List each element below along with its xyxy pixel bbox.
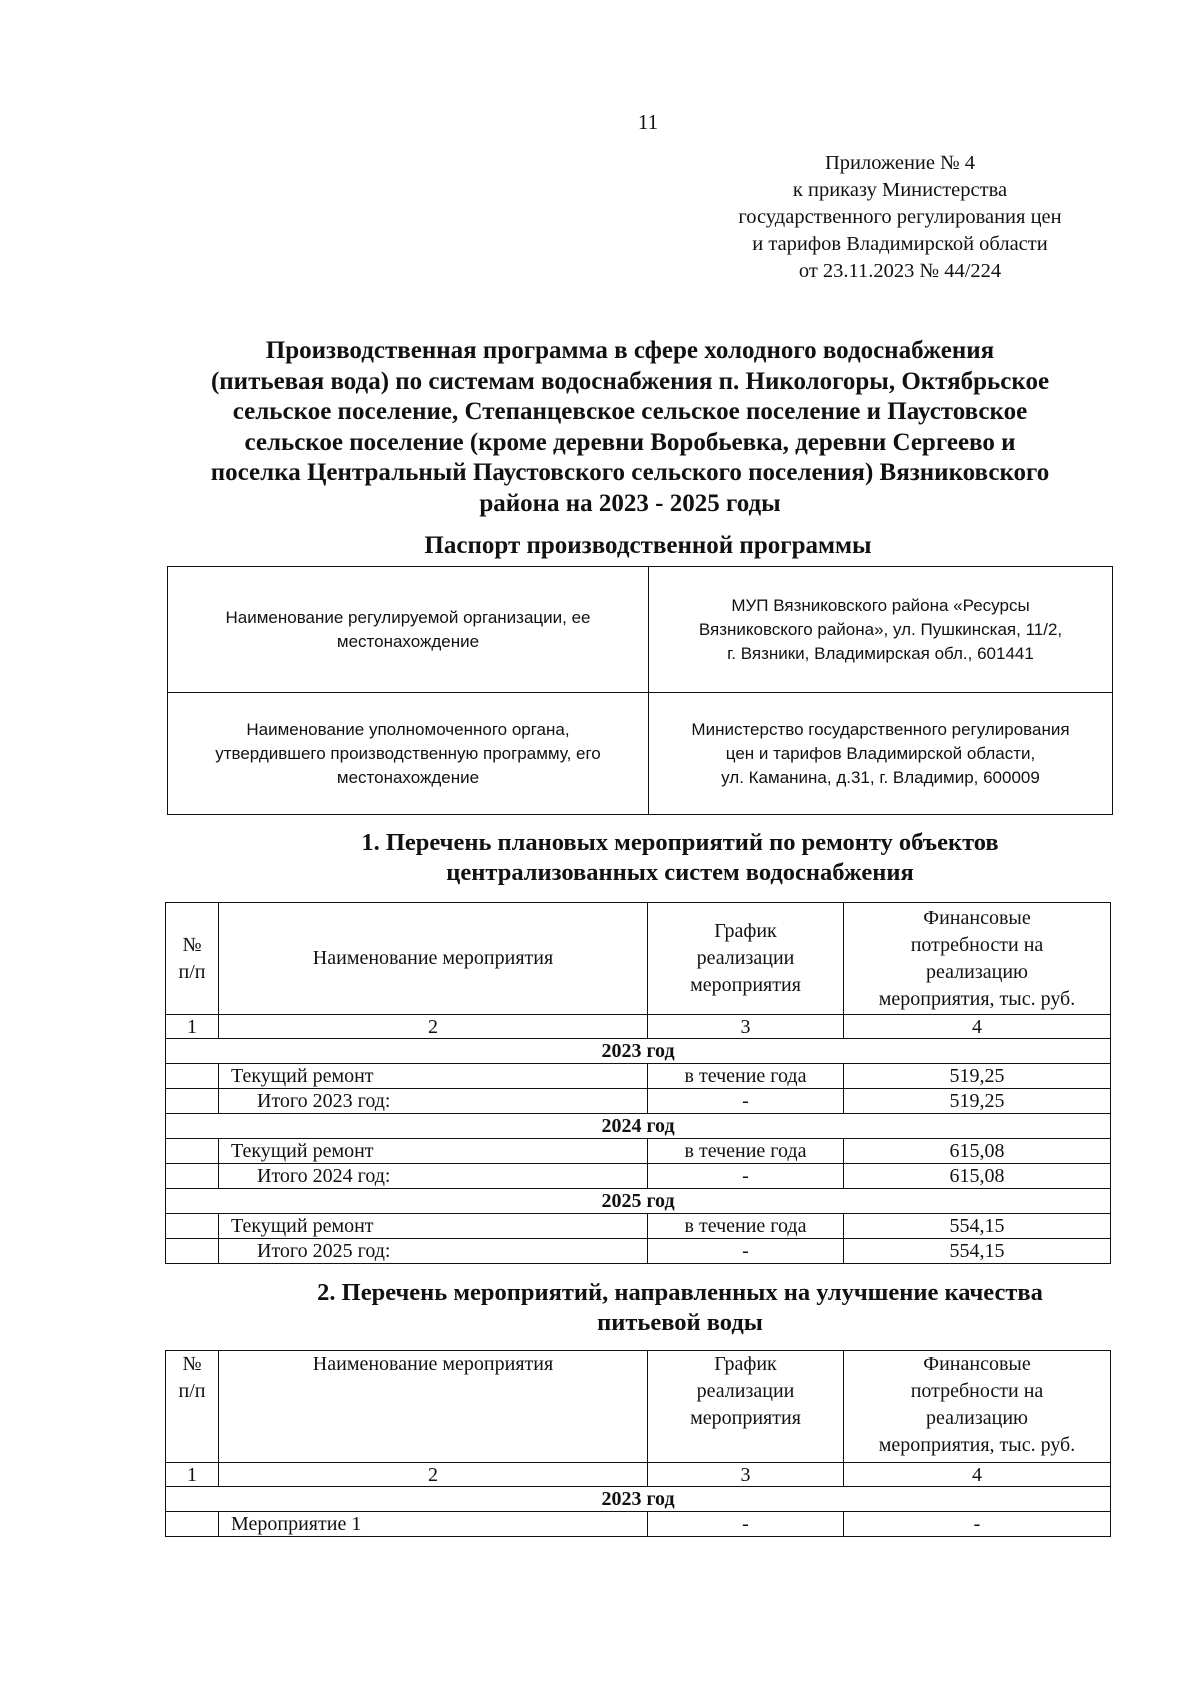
col-number: 2 — [219, 1463, 648, 1487]
passport-label-cell — [168, 567, 649, 693]
cell-line: г. Вязники, Владимирская обл., 601441 — [727, 643, 1034, 663]
col-number: 4 — [844, 1463, 1111, 1487]
total-schedule: - — [648, 1164, 844, 1189]
item-amount: 554,15 — [844, 1214, 1111, 1239]
item-schedule: в течение года — [648, 1139, 844, 1164]
total-row — [166, 1239, 1111, 1264]
passport-row — [168, 567, 1113, 693]
item-amount: 615,08 — [844, 1139, 1111, 1164]
cell-line: местонахождение — [336, 631, 480, 651]
title-line: (питьевая вода) по системам водоснабжения п. Никологоры, Октябрьское — [210, 367, 1050, 395]
appendix-note — [690, 150, 1110, 285]
empty-cell — [166, 1214, 219, 1239]
page-number: 11 — [637, 110, 659, 134]
cell-line: утвердившего производственную программу, его — [215, 743, 601, 763]
title-line: района на 2023 - 2025 годы — [479, 489, 781, 517]
cell-line: мероприятия — [690, 1407, 801, 1429]
total-amount: 519,25 — [844, 1089, 1111, 1114]
empty-cell — [166, 1089, 219, 1114]
col-number: 1 — [166, 1463, 219, 1487]
appendix-line: и тарифов Владимирской области — [752, 233, 1048, 255]
title-line: Производственная программа в сфере холодного водоснабжения — [265, 337, 995, 364]
section-2-title — [250, 1278, 1110, 1338]
total-amount: 615,08 — [844, 1164, 1111, 1189]
water-quality-measures-table — [165, 1350, 1111, 1537]
header-schedule — [648, 903, 844, 1015]
header-num — [166, 1351, 219, 1463]
item-schedule: в течение года — [648, 1214, 844, 1239]
passport-value-cell — [649, 567, 1113, 693]
year-row — [166, 1039, 1111, 1064]
cell-line: ул. Каманина, д.31, г. Владимир, 600009 — [721, 767, 1040, 787]
col-number: 3 — [648, 1463, 844, 1487]
cell-line: цен и тарифов Владимирской области, — [725, 743, 1036, 763]
item-amount: 519,25 — [844, 1064, 1111, 1089]
header-num — [166, 903, 219, 1015]
header-finance — [844, 903, 1111, 1015]
total-row — [166, 1164, 1111, 1189]
passport-table — [167, 566, 1113, 815]
passport-row — [168, 693, 1113, 815]
empty-cell — [166, 1164, 219, 1189]
cell-line: реализацию — [926, 1407, 1028, 1429]
table-header-row — [166, 1351, 1111, 1463]
item-name: Текущий ремонт — [219, 1139, 648, 1164]
col-number: 2 — [219, 1015, 648, 1039]
appendix-line: от 23.11.2023 № 44/224 — [798, 260, 1002, 282]
item-schedule: - — [648, 1512, 844, 1537]
title-line: сельское поселение (кроме деревни Воробьевка, деревни Сергеево и — [244, 428, 1016, 456]
cell-line: мероприятия, тыс. руб. — [878, 1434, 1076, 1456]
passport-title: Паспорт производственной программы — [424, 532, 872, 559]
title-line: 2. Перечень мероприятий, направленных на улучшение качества — [317, 1279, 1043, 1306]
total-label: Итого 2023 год: — [219, 1089, 648, 1114]
header-name: Наименование мероприятия — [219, 903, 648, 1015]
cell-line: п/п — [178, 960, 206, 983]
title-line: сельское поселение, Степанцевское сельское поселение и Паустовское — [232, 398, 1028, 425]
empty-cell — [166, 1512, 219, 1537]
cell-line: Финансовые — [923, 906, 1031, 929]
cell-line: Наименование уполномоченного органа, — [246, 719, 570, 739]
cell-line: Финансовые — [923, 1353, 1031, 1375]
year-label: 2023 год — [166, 1487, 1111, 1512]
appendix-line: государственного регулирования цен — [738, 206, 1062, 228]
cell-line: мероприятия, тыс. руб. — [878, 987, 1076, 1010]
cell-line: п/п — [178, 1380, 206, 1402]
year-row — [166, 1189, 1111, 1214]
cell-line: Наименование регулируемой организации, ее — [225, 607, 591, 627]
total-amount: 554,15 — [844, 1239, 1111, 1264]
appendix-line: к приказу Министерства — [792, 179, 1008, 201]
empty-cell — [166, 1064, 219, 1089]
cell-line: График — [714, 920, 777, 942]
table-header-row — [166, 903, 1111, 1015]
item-name: Мероприятие 1 — [219, 1512, 648, 1537]
table-row — [166, 1214, 1111, 1239]
empty-cell — [166, 1139, 219, 1164]
col-number: 1 — [166, 1015, 219, 1039]
total-row — [166, 1089, 1111, 1114]
total-label: Итого 2025 год: — [219, 1239, 648, 1264]
table-row — [166, 1139, 1111, 1164]
cell-line: реализации — [696, 1380, 795, 1402]
column-number-row — [166, 1015, 1111, 1039]
year-row — [166, 1487, 1111, 1512]
cell-line: График — [714, 1353, 777, 1375]
table-row — [166, 1064, 1111, 1089]
cell-line: мероприятия — [690, 974, 801, 996]
item-name: Текущий ремонт — [219, 1214, 648, 1239]
item-schedule: в течение года — [648, 1064, 844, 1089]
cell-line: реализацию — [926, 960, 1028, 983]
total-schedule: - — [648, 1239, 844, 1264]
cell-line: № — [182, 933, 202, 956]
cell-line: МУП Вязниковского района «Ресурсы — [731, 595, 1030, 615]
title-line: 1. Перечень плановых мероприятий по ремонту объектов — [361, 829, 999, 856]
title-line: питьевой воды — [597, 1309, 763, 1336]
year-label: 2025 год — [166, 1189, 1111, 1214]
item-name: Текущий ремонт — [219, 1064, 648, 1089]
cell-line: потребности на — [910, 1380, 1044, 1402]
header-schedule — [648, 1351, 844, 1463]
col-number: 3 — [648, 1015, 844, 1039]
cell-line: реализации — [696, 947, 795, 969]
header-finance — [844, 1351, 1111, 1463]
total-label: Итого 2024 год: — [219, 1164, 648, 1189]
title-line: поселка Центральный Паустовского сельского поселения) Вязниковского — [210, 459, 1050, 486]
passport-label-cell — [168, 693, 649, 815]
table-row — [166, 1512, 1111, 1537]
cell-line: Вязниковского района», ул. Пушкинская, 11/2, — [698, 619, 1063, 639]
section-1-title — [250, 828, 1110, 888]
year-label: 2024 год — [166, 1114, 1111, 1139]
passport-value-cell — [649, 693, 1113, 815]
document-title — [170, 336, 1090, 519]
header-name: Наименование мероприятия — [219, 1351, 648, 1463]
cell-line: местонахождение — [336, 767, 480, 787]
col-number: 4 — [844, 1015, 1111, 1039]
year-row — [166, 1114, 1111, 1139]
empty-cell — [166, 1239, 219, 1264]
cell-line: потребности на — [910, 933, 1044, 956]
cell-line: Министерство государственного регулирования — [691, 719, 1070, 739]
title-line: централизованных систем водоснабжения — [446, 859, 914, 886]
item-amount: - — [844, 1512, 1111, 1537]
year-label: 2023 год — [166, 1039, 1111, 1064]
column-number-row — [166, 1463, 1111, 1487]
repair-measures-table — [165, 902, 1111, 1264]
appendix-line: Приложение № 4 — [824, 152, 976, 174]
cell-line: № — [182, 1353, 202, 1375]
total-schedule: - — [648, 1089, 844, 1114]
